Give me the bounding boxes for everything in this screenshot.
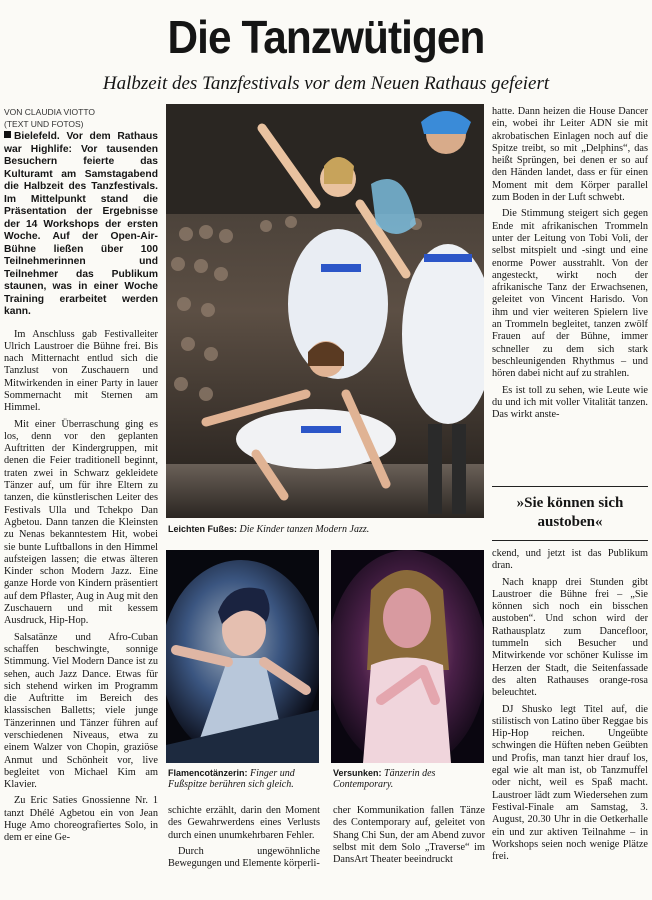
body-paragraph: schichte erzählt, darin den Moment des Gewahrwerdens eines Verlusts durch einen unumkehrbaren Fehler.: [168, 805, 320, 841]
caption-label: Versunken:: [333, 768, 382, 778]
article-column-4-continued: [492, 548, 648, 867]
lead-text: Bielefeld. Vor dem Rathaus war Highlife: Vor tausenden Besuchern feierte das Kulturamt am Samstagabend die Halbzeit des Tanzfestivals. Im Mittelpunkt stand die Präsentation der Ergebnisse der 14 Workshops der ersten Woche. Auf der Open-Air-Bühne ließen über 100 Teilnehmerinnen und Teilnehmer das Publikum staunen, was in einer Woche Training erarbeitet werden kann.: [4, 131, 158, 317]
contemporary-caption: [333, 768, 485, 790]
main-photo-image: [166, 104, 484, 518]
flamenco-caption: [168, 768, 320, 790]
pull-quote-rule-bottom: [492, 540, 648, 541]
body-paragraph: Im Anschluss gab Festivalleiter Ulrich Laustroer die Bühne frei. Bis nach Mitternacht entlud sich die Tanzlust von Zuschauern und Mitwirkenden in einer Party in lauer Sommernacht mit Sternen am Himmel.: [4, 328, 158, 414]
body-paragraph: ckend, und jetzt ist das Publikum dran.: [492, 548, 648, 572]
body-paragraph: cher Kommunikation fallen Tänze des Contemporary auf, geleitet von Shang Chi Sun, der am Abend zuvor selbst mit dem Solo „Traverse“ im DansArt Theater beeindruckt: [333, 805, 485, 866]
body-paragraph: Die Stimmung steigert sich gegen Ende mit afrikanischen Trommeln unter der Leitung von Tobi Voli, der selbst mitspielt und -singt und eine enorme Power ausstrahlt. Von der angesteckt, wirkt noch der afrikanische Tanz der Erwachsenen, geleitet von Vincent Harisdo. Von ihm und vier weiteren Spielern live an Trommeln begleitet, tanzen zwölf Frauen auf der Bühne, immer schneller zu dem sich stark beschleunigenden Rhythmus – und hören dabei nicht auf zu strahlen.: [492, 208, 648, 380]
byline-author: VON CLAUDIA VIOTTO: [4, 107, 96, 117]
article-column-2: [168, 805, 320, 874]
caption-text: Die Kinder tanzen Modern Jazz.: [239, 524, 370, 535]
byline: [4, 106, 164, 130]
main-photo-dancers: [166, 104, 484, 518]
body-paragraph: Mit einer Überraschung ging es los, denn vor den geplanten Auftritten der Kindergruppen, mit denen die Feier traditionell beginnt, traten zwei in Schwarz gekleidete Tänzer auf, um für ihre Eltern zu tanzen, die künstlerischen Leiter des Festivals Ulla und Tchekpo Dan Agbetou. Dann tanzen die Kleinsten zu Nenas bekanntestem Hit, wobei sie bunte Luftballons in den Himmel aufsteigen lassen; die etwas älteren Kinder schon Modern Jazz. Eine ganze Horde von Kindern präsentiert auf dem Pflaster, Aug in Aug mit den Zuschauern und mit kessem Ausdruck, Hip-Hop.: [4, 418, 158, 627]
lead-paragraph: [4, 131, 158, 319]
body-paragraph: Durch ungewöhnliche Bewegungen und Elemente körperli-: [168, 845, 320, 870]
caption-text: Finger und Fußspitze berühren sich gleich.: [168, 768, 295, 790]
article-column-3: [333, 805, 485, 870]
contemporary-photo: [331, 550, 484, 763]
body-paragraph: Nach knapp drei Stunden gibt Laustroer die Bühne frei – „Sie können sich noch ein bisschen austoben“. Und schon wird der Rathausplatz zum Dancefloor, tummeln sich Besucher und Mitwirkende vor schöner Kulisse im Herzen der Stadt, die Seitenfassade des alten Rathauses orange-rosa beleuchtet.: [492, 576, 648, 699]
byline-note: (TEXT UND FOTOS): [4, 119, 84, 129]
pull-quote: »Sie können sich austoben«: [516, 495, 624, 530]
body-paragraph: Salsatänze und Afro-Cuban schaffen beschwingte, sonnige Stimmung. Viel Modern Dance ist zu sehen, auch Jazz Dance. Etwas für sich stehend wirken im Programm die Auftritte im Bereich des klassischen Balletts; viele junge Tänzerinnen und Tänzer führen auf verschiedenen Niveaus, etwa zu einem Walzer von Chopin, graziöse Anmut und Schönheit vor, live begleitet von Michael Kim am Klavier.: [4, 631, 158, 791]
flamenco-photo: [166, 550, 319, 763]
body-paragraph: DJ Shusko legt Titel auf, die stilistisch von Latino über Reggae bis Hip-Hop reichen. Ungeübte schwingen die Hüften neben Geübten und Profis, man tanzt hier drauf los, egal wie alt man ist, ob Tanzmuffel oder nicht, weil es Spaß macht. Laustroer lädt zum Wiedersehen zum Festival-Finale am Samstag, 3. August, 20.30 Uhr in die Oetkerhalle ein und zur aktiven Teilnahme – in Workshops seien noch wenige Plätze frei.: [492, 703, 648, 863]
body-paragraph: Zu Eric Saties Gnossienne Nr. 1 tanzt Dhélé Agbetou ein von Jean Huge Amo choreografiertes Solo, in dem er eine Ge-: [4, 795, 158, 844]
article-column-1: [4, 131, 158, 849]
caption-text: Tänzerin des Contemporary.: [333, 768, 436, 790]
flamenco-photo-image: [166, 550, 319, 763]
caption-label: Leichten Fußes:: [168, 524, 238, 534]
subheadline: Halbzeit des Tanzfestivals vor dem Neuen Rathaus gefeiert: [102, 73, 550, 94]
caption-label: Flamencotänzerin:: [168, 768, 248, 778]
headline: Die Tanzwütigen: [167, 11, 485, 63]
bullet-square-icon: [4, 131, 11, 138]
pull-quote-rule-top: [492, 486, 648, 487]
contemporary-photo-image: [331, 550, 484, 763]
main-photo-caption: [168, 524, 484, 535]
body-paragraph: hatte. Dann heizen die House Dancer ein, wobei ihr Leiter ADN sie mit akrobatischen Einlagen noch auf die Spitze treibt, so mit „Delphins“, das heißt Sprüngen, bei denen er so auf den Händen landet, dass er für einen Moment mit dem Körper parallel zum Boden in der Luft schwebt.: [492, 106, 648, 204]
body-paragraph: Es ist toll zu sehen, wie Leute wie du und ich mit voller Vitalität tanzen. Das wirkt anste-: [492, 384, 648, 421]
article-column-4: [492, 106, 648, 425]
